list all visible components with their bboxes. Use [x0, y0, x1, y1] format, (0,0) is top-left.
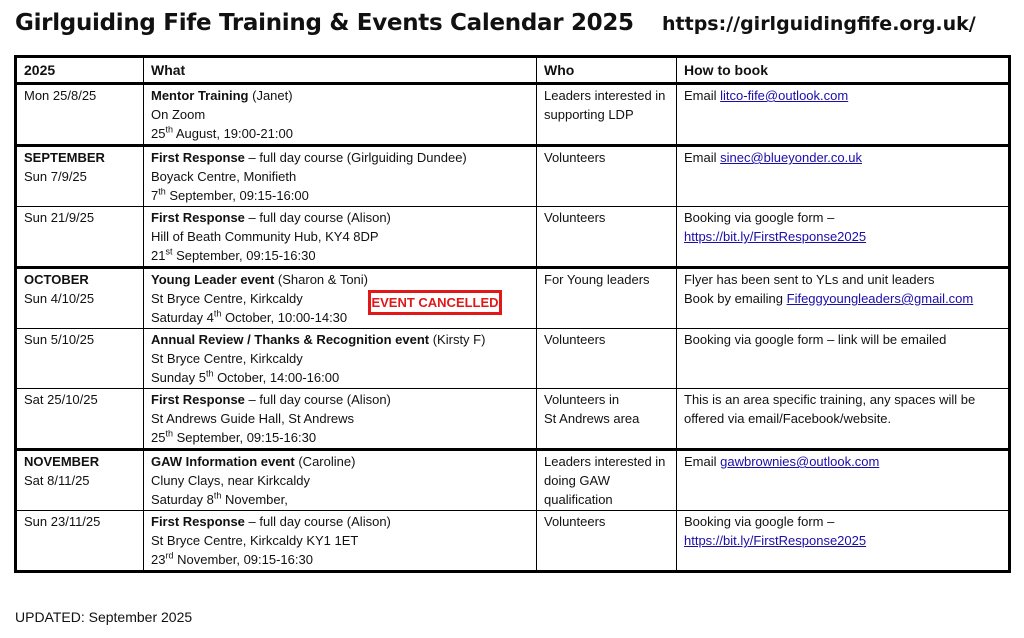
event-date: Sat 25/10/25: [24, 392, 98, 407]
what-cell: [144, 389, 537, 450]
what-cell: [144, 268, 537, 329]
events-table: [14, 55, 1011, 573]
how-cell: Email gawbrownies@outlook.com: [677, 450, 1010, 511]
event-date: Mon 25/8/25: [24, 88, 97, 103]
event-name: First Response: [151, 150, 245, 165]
event-venue: St Bryce Centre, Kirkcaldy KY1 1ET: [151, 533, 359, 548]
who-cell: For Young leaders: [537, 268, 677, 329]
column-header-what: What: [144, 57, 537, 84]
how-cell: Booking via google form – https://bit.ly/FirstResponse2025: [677, 511, 1010, 572]
date-cell: [16, 268, 144, 329]
how-cell: Booking via google form – link will be emailed: [677, 329, 1010, 389]
booking-link[interactable]: https://bit.ly/FirstResponse2025: [684, 229, 867, 244]
what-cell: [144, 84, 537, 146]
table-row: [16, 450, 1010, 511]
how-cell: This is an area specific training, any spaces will be offered via email/Facebook/website.: [677, 389, 1010, 450]
how-cell: Flyer has been sent to YLs and unit leaders Book by emailing Fifeggyoungleaders@gmail.com: [677, 268, 1010, 329]
event-extra: – full day course (Alison): [244, 514, 391, 529]
how-cell: Booking via google form – https://bit.ly/FirstResponse2025: [677, 207, 1010, 268]
who-cell: Leaders interested in doing GAW qualification: [537, 450, 677, 511]
booking-link[interactable]: Fifeggyoungleaders@gmail.com: [786, 291, 974, 306]
event-venue: On Zoom: [151, 107, 206, 122]
who-cell: Volunteers in St Andrews area: [537, 389, 677, 450]
date-cell: [16, 389, 144, 450]
site-url[interactable]: https://girlguidingfife.org.uk/: [662, 13, 976, 35]
event-extra: – full day course (Alison): [244, 392, 391, 407]
month-label: SEPTEMBER: [24, 150, 105, 165]
what-cell: [144, 511, 537, 572]
event-venue: St Andrews Guide Hall, St Andrews: [151, 411, 355, 426]
event-extra: (Caroline): [294, 454, 356, 469]
event-name: Young Leader event: [151, 272, 275, 287]
event-date: Sun 5/10/25: [24, 332, 95, 347]
who-cell: Volunteers: [537, 146, 677, 207]
event-venue: St Bryce Centre, Kirkcaldy: [151, 351, 303, 366]
who-cell: Volunteers: [537, 207, 677, 268]
event-name: Mentor Training: [151, 88, 249, 103]
event-name: Annual Review / Thanks & Recognition event: [151, 332, 430, 347]
event-time: Saturday 4th October, 10:00-14:30: [151, 308, 348, 325]
event-time: 25th September, 09:15-16:30: [151, 428, 317, 445]
booking-link[interactable]: gawbrownies@outlook.com: [720, 454, 880, 469]
event-extra: – full day course (Alison): [244, 210, 391, 225]
table-row: [16, 511, 1010, 572]
event-date: Sun 21/9/25: [24, 210, 95, 225]
date-cell: [16, 84, 144, 146]
column-header-how: How to book: [677, 57, 1010, 84]
what-cell: [144, 450, 537, 511]
booking-link[interactable]: https://bit.ly/FirstResponse2025: [684, 533, 867, 548]
date-cell: [16, 146, 144, 207]
who-cell: Volunteers: [537, 329, 677, 389]
date-cell: [16, 511, 144, 572]
event-extra: (Kirsty F): [429, 332, 486, 347]
event-venue: Hill of Beath Community Hub, KY4 8DP: [151, 229, 379, 244]
table-row: [16, 329, 1010, 389]
page-title: Girlguiding Fife Training & Events Calendar 2025: [15, 10, 634, 36]
event-extra: – full day course (Girlguiding Dundee): [244, 150, 467, 165]
booking-link[interactable]: sinec@blueyonder.co.uk: [720, 150, 862, 165]
table-header-row: [16, 57, 1010, 84]
event-time: 25th August, 19:00-21:00: [151, 124, 293, 141]
table-row: [16, 207, 1010, 268]
who-cell: Volunteers: [537, 511, 677, 572]
event-time: Saturday 8th November,: [151, 490, 288, 507]
what-cell: [144, 329, 537, 389]
event-name: First Response: [151, 392, 245, 407]
event-extra: (Sharon & Toni): [274, 272, 368, 287]
column-header-year: 2025: [16, 57, 144, 84]
event-venue: Boyack Centre, Monifieth: [151, 169, 297, 184]
event-name: GAW Information event: [151, 454, 295, 469]
month-label: OCTOBER: [24, 272, 89, 287]
how-cell: Email sinec@blueyonder.co.uk: [677, 146, 1010, 207]
updated-note: UPDATED: September 2025: [15, 609, 193, 625]
event-date: Sun 23/11/25: [24, 514, 101, 529]
booking-link[interactable]: litco-fife@outlook.com: [720, 88, 849, 103]
event-time: Sunday 5th October, 14:00-16:00: [151, 368, 340, 385]
date-cell: [16, 450, 144, 511]
event-venue: St Bryce Centre, Kirkcaldy: [151, 291, 303, 306]
table-row: [16, 268, 1010, 329]
event-venue: Cluny Clays, near Kirkcaldy: [151, 473, 310, 488]
date-cell: [16, 329, 144, 389]
table-row: [16, 389, 1010, 450]
table-row: [16, 146, 1010, 207]
event-name: First Response: [151, 210, 245, 225]
what-cell: [144, 146, 537, 207]
event-time: 7th September, 09:15-16:00: [151, 186, 309, 203]
table-row: [16, 84, 1010, 146]
who-cell: Leaders interested in supporting LDP: [537, 84, 677, 146]
event-date: Sat 8/11/25: [24, 473, 90, 488]
date-cell: [16, 207, 144, 268]
event-date: Sun 4/10/25: [24, 291, 95, 306]
month-label: NOVEMBER: [24, 454, 100, 469]
event-time: 23rd November, 09:15-16:30: [151, 550, 313, 567]
event-extra: (Janet): [248, 88, 293, 103]
event-time: 21st September, 09:15-16:30: [151, 246, 316, 263]
how-cell: Email litco-fife@outlook.com: [677, 84, 1010, 146]
column-header-who: Who: [537, 57, 677, 84]
event-name: First Response: [151, 514, 245, 529]
event-cancelled-stamp: EVENT CANCELLED: [368, 290, 502, 315]
event-date: Sun 7/9/25: [24, 169, 87, 184]
what-cell: [144, 207, 537, 268]
